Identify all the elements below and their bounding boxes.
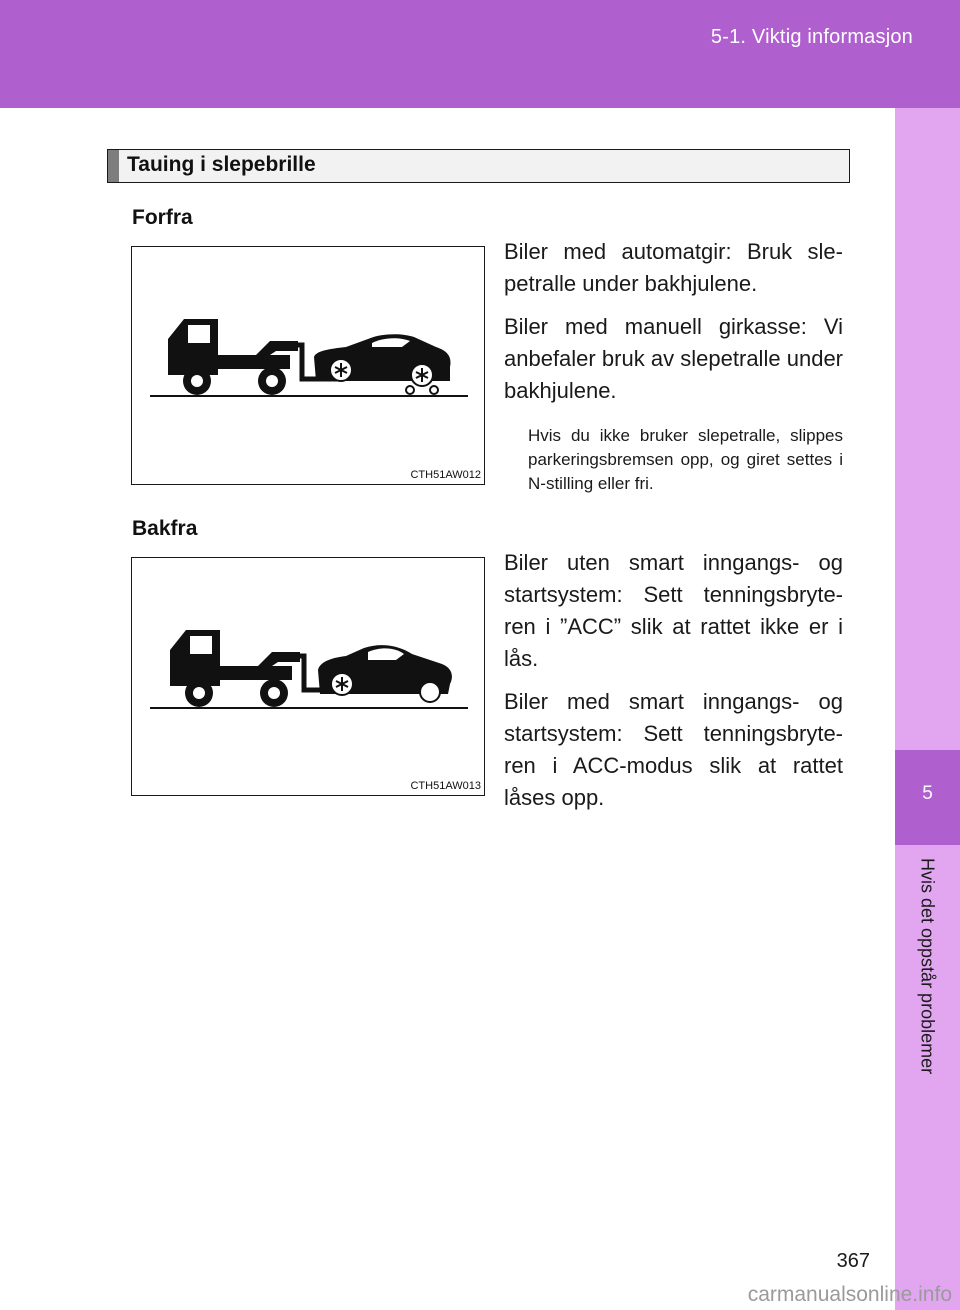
page-number: 367 — [836, 1250, 870, 1272]
section-heading-bar — [108, 150, 119, 182]
section-heading — [107, 149, 850, 183]
front-heading: Forfra — [132, 206, 193, 229]
chapter-number-box — [895, 750, 960, 845]
front-paragraph-automatic: Biler med automatgir: Bruk sle-petralle under bakhjulene. — [504, 239, 843, 296]
front-tow-figure — [131, 246, 485, 485]
watermark: carmanualsonline.info — [747, 1283, 952, 1306]
rear-tow-figure — [131, 557, 485, 796]
tow-truck-rear-illustration — [132, 558, 484, 794]
running-header: 5-1. Viktig informasjon — [710, 26, 913, 48]
section-title: Tauing i slepebrille — [127, 153, 316, 176]
figure-code: CTH51AW013 — [410, 780, 481, 792]
chapter-side-tab — [895, 108, 960, 1310]
front-paragraph-manual: Biler med manuell girkasse: Vi anbefaler bruk av slepetralle under bakhjulene. — [504, 314, 843, 403]
tow-truck-front-illustration — [132, 247, 484, 483]
header-band — [0, 0, 960, 108]
figure-code: CTH51AW012 — [410, 469, 481, 481]
rear-paragraph-no-smart-key: Biler uten smart inngangs- og startsystem: Sett tenningsbryte-ren i ”ACC” slik at rattet ikke er i lås. — [504, 550, 843, 671]
rear-paragraph-smart-key: Biler med smart inngangs- og startsystem: Sett tenningsbryte-ren i ACC-modus slik at rattet låses opp. — [504, 689, 843, 810]
chapter-title: Hvis det oppstår problemer — [917, 858, 938, 1075]
chapter-number: 5 — [922, 783, 933, 804]
front-note: Hvis du ikke bruker slepetralle, slippes parkeringsbremsen opp, og giret settes i N-stilling eller fri. — [528, 426, 843, 493]
rear-heading: Bakfra — [132, 517, 198, 540]
